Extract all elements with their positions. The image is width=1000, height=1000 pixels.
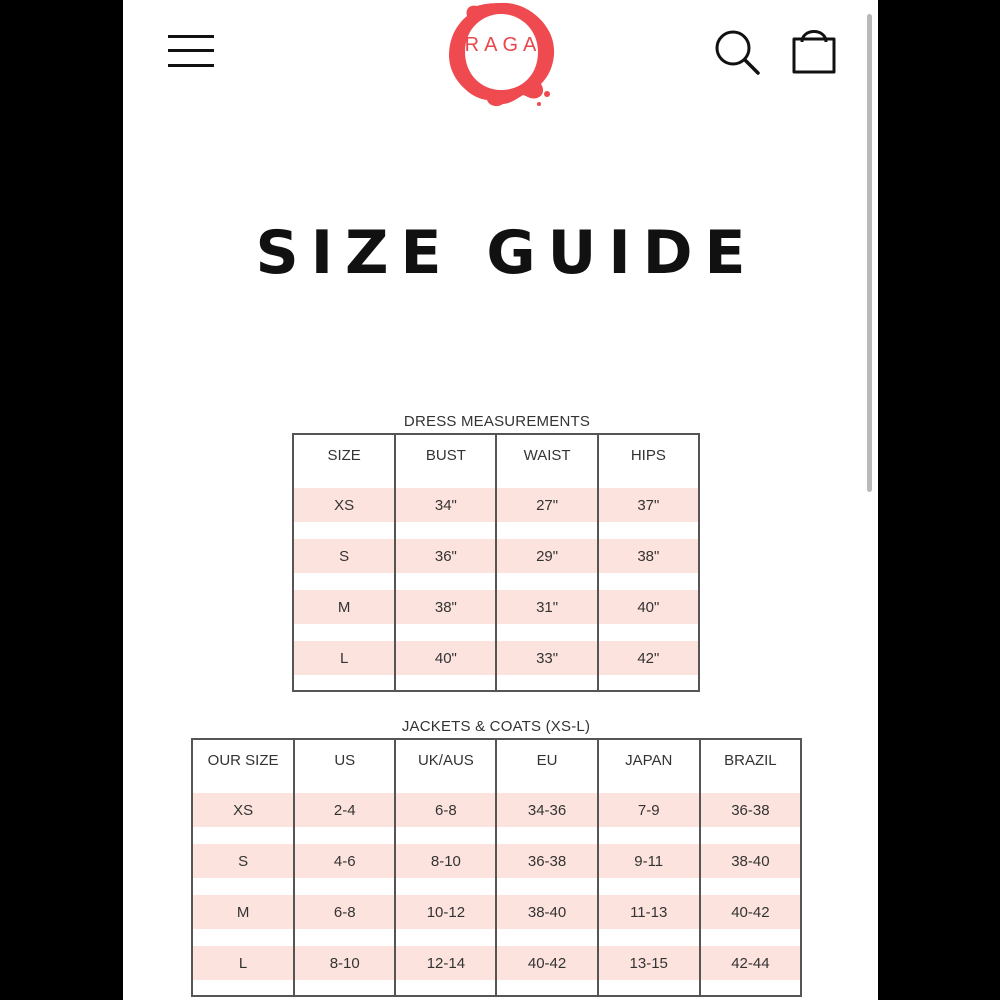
scrollbar[interactable] — [867, 14, 872, 492]
jackets-table-caption: JACKETS & COATS (XS-L) — [401, 718, 591, 735]
table-cell: 6-8 — [395, 793, 496, 827]
dress-table-caption: DRESS MEASUREMENTS — [403, 413, 591, 430]
table-row — [192, 895, 801, 929]
table-cell: 40-42 — [496, 946, 597, 980]
column-header: EU — [496, 739, 597, 776]
table-cell: 2-4 — [294, 793, 395, 827]
table-cell: 37" — [598, 488, 699, 522]
row-spacer — [192, 929, 801, 946]
table-row — [293, 590, 699, 624]
table-cell: 38" — [598, 539, 699, 573]
column-header: UK/AUS — [395, 739, 496, 776]
brand-name: RAGA — [464, 34, 542, 56]
table-cell: S — [293, 539, 395, 573]
table-cell: 38" — [395, 590, 496, 624]
jackets-coats-table — [191, 738, 802, 997]
column-header: WAIST — [496, 434, 597, 471]
table-cell: L — [192, 946, 294, 980]
table-cell: 42-44 — [700, 946, 801, 980]
table-cell: 36-38 — [700, 793, 801, 827]
page — [123, 0, 878, 1000]
brand-logo[interactable] — [443, 0, 559, 110]
table-cell: 29" — [496, 539, 597, 573]
row-spacer — [192, 827, 801, 844]
table-cell: 36" — [395, 539, 496, 573]
row-spacer — [192, 776, 801, 793]
table-cell: 38-40 — [496, 895, 597, 929]
table-cell: 33" — [496, 641, 597, 675]
table-row — [293, 539, 699, 573]
table-cell: 31" — [496, 590, 597, 624]
row-spacer — [293, 573, 699, 590]
menu-icon[interactable] — [168, 33, 214, 69]
column-header: US — [294, 739, 395, 776]
table-cell: 34" — [395, 488, 496, 522]
table-cell: M — [293, 590, 395, 624]
table-cell: S — [192, 844, 294, 878]
table-cell: 38-40 — [700, 844, 801, 878]
table-cell: 12-14 — [395, 946, 496, 980]
table-cell: 34-36 — [496, 793, 597, 827]
table-cell: 8-10 — [294, 946, 395, 980]
table-cell: 27" — [496, 488, 597, 522]
row-spacer — [293, 624, 699, 641]
table-cell: 10-12 — [395, 895, 496, 929]
table-cell: XS — [192, 793, 294, 827]
search-icon[interactable] — [713, 28, 761, 76]
table-cell: 11-13 — [598, 895, 700, 929]
column-header: OUR SIZE — [192, 739, 294, 776]
table-cell: 40" — [395, 641, 496, 675]
table-row — [192, 793, 801, 827]
row-spacer — [293, 675, 699, 691]
column-header: JAPAN — [598, 739, 700, 776]
table-row — [192, 844, 801, 878]
table-row — [293, 641, 699, 675]
shopping-bag-icon[interactable] — [791, 24, 837, 76]
table-cell: 40-42 — [700, 895, 801, 929]
row-spacer — [293, 471, 699, 488]
table-cell: 4-6 — [294, 844, 395, 878]
row-spacer — [192, 878, 801, 895]
column-header: BRAZIL — [724, 751, 777, 769]
table-cell: L — [293, 641, 395, 675]
column-header: HIPS — [630, 446, 666, 464]
column-header: SIZE — [293, 434, 395, 471]
table-cell: 36-38 — [496, 844, 597, 878]
header-row — [192, 739, 801, 776]
table-cell: 6-8 — [294, 895, 395, 929]
table-row — [192, 946, 801, 980]
row-spacer — [293, 522, 699, 539]
table-cell: 9-11 — [598, 844, 700, 878]
table-cell: XS — [293, 488, 395, 522]
table-cell: M — [192, 895, 294, 929]
column-header: BUST — [395, 434, 496, 471]
table-cell: 42" — [598, 641, 699, 675]
table-cell: 40" — [598, 590, 699, 624]
header-row — [293, 434, 699, 471]
dress-measurements-table — [292, 433, 700, 692]
table-row — [293, 488, 699, 522]
table-cell: 13-15 — [598, 946, 700, 980]
table-cell: 7-9 — [598, 793, 700, 827]
page-title: SIZE GUIDE — [255, 218, 758, 288]
table-cell: 8-10 — [395, 844, 496, 878]
row-spacer — [192, 980, 801, 996]
